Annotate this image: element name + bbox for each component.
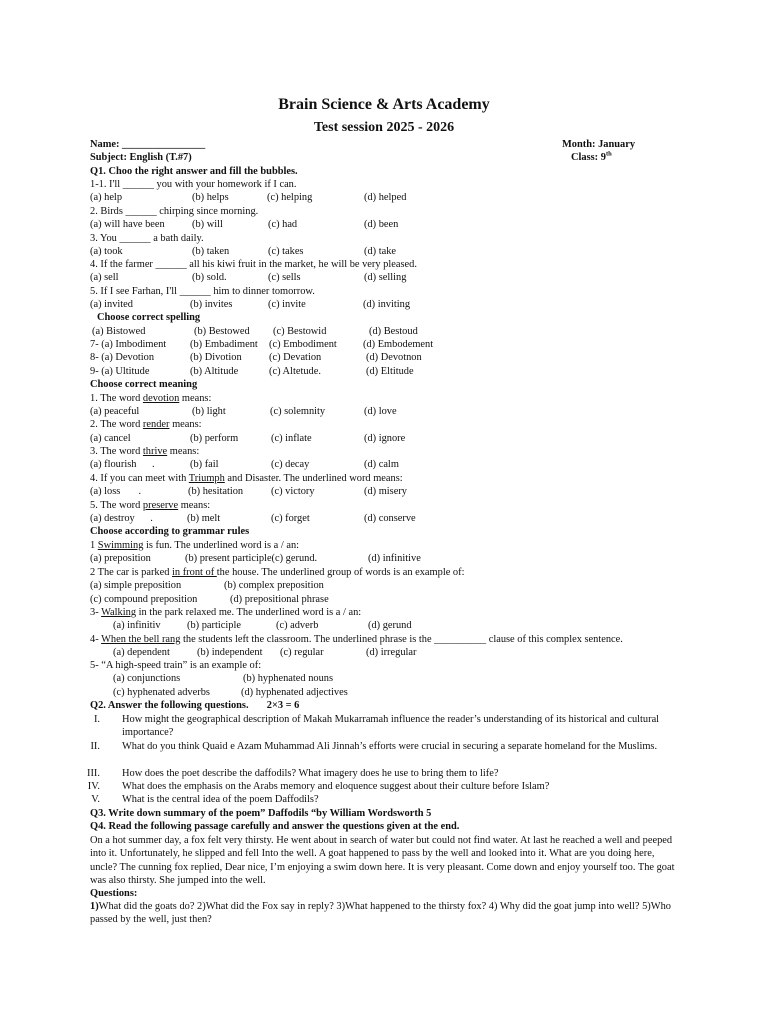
option: (c) Devation — [269, 352, 322, 363]
meaning-stem: 4. If you can meet with Triumph and Disaster. The underlined word means: — [90, 473, 403, 484]
option: (d) hyphenated adjectives — [241, 687, 348, 698]
meaning-stem: 3. The word thrive means: — [90, 446, 200, 457]
option: (c) victory — [271, 486, 315, 497]
option: (b) participle — [187, 620, 241, 631]
option: (c) takes — [268, 246, 304, 257]
option: (a) cancel — [90, 433, 131, 444]
grammar-stem: 1 Swimming is fun. The underlined word is a / an: — [90, 540, 300, 551]
option: (d) take — [364, 246, 397, 257]
option: (d) Devotnon — [366, 352, 422, 363]
passage: On a hot summer day, a fox felt very thirsty. He went about in search of water but could not find water. At last he reached a well and peeped into it. Unfortunately, he slipped and fell Into the well. A goat happened to pass by the well and looked into it. What are you doing here, uncle? The cunning fox replied, Dear nice, I’m enjoying a swim down here. It is very pleasant. Come down and enjoy yourself too. The goat was also thirsty. She jumped into the well. — [90, 835, 675, 887]
option: (c) Altetude. — [269, 366, 321, 377]
option: (c) Bestowid — [273, 326, 327, 337]
option: (b) complex preposition — [224, 580, 324, 591]
option: (d) prepositional phrase — [230, 594, 329, 605]
option: (b) helps — [192, 192, 229, 203]
grammar-stem: 4- When the bell rang the students left the classroom. The underlined phrase is the __________ clause of this complex sentence. — [90, 634, 623, 645]
option: (b) Altitude — [190, 366, 239, 377]
grammar-heading: Choose according to grammar rules — [90, 526, 250, 537]
option: (a) Bistowed — [92, 326, 146, 337]
question-text: What is the central idea of the poem Daffodils? — [122, 794, 319, 805]
option: (b) Divotion — [190, 352, 242, 363]
roman-numeral: II. — [90, 741, 100, 752]
option: (b) Bestowed — [194, 326, 250, 337]
q4-heading: Q4. Read the following passage carefully and answer the questions given at the end. — [90, 821, 460, 832]
option: (b) melt — [187, 513, 221, 524]
option: (b) present participle(c) gerund. — [185, 553, 318, 564]
option: (a) loss . — [90, 486, 142, 497]
name-field: Name: ________________ — [90, 139, 206, 150]
option: (c) decay — [271, 459, 310, 470]
option: (d) ignore — [364, 433, 406, 444]
grammar-stem: 3- Walking in the park relaxed me. The underlined word is a / an: — [90, 607, 362, 618]
option: (a) will have been — [90, 219, 165, 230]
option: 9- (a) Ultitude — [90, 366, 150, 377]
option: (c) invite — [268, 299, 306, 310]
option: (b) taken — [192, 246, 230, 257]
option: (d) inviting — [363, 299, 411, 310]
option: (c) compound preposition — [90, 594, 198, 605]
spelling-heading: Choose correct spelling — [97, 312, 201, 323]
option: (c) regular — [280, 647, 324, 658]
option: (b) light — [192, 406, 226, 417]
option: (b) hyphenated nouns — [243, 673, 334, 684]
option: 8- (a) Devotion — [90, 352, 155, 363]
month-label: Month: January — [562, 139, 636, 150]
q1-heading: Q1. Choo the right answer and fill the bubbles. — [90, 166, 298, 177]
option: (d) misery — [364, 486, 407, 497]
option: (d) selling — [364, 272, 407, 283]
passage-questions: 1)What did the goats do? 2)What did the Fox say in reply? 3)What happened to the thirsty fox? 4) Why did the goat jump into well? 5)Who passed by the well, just then? — [90, 901, 671, 926]
option: (a) took — [90, 246, 123, 257]
option: (a) simple preposition — [90, 580, 182, 591]
mcq-stem: 3. You ______ a bath daily. — [90, 233, 204, 244]
option: (c) sells — [268, 272, 301, 283]
option: (b) will — [192, 219, 223, 230]
roman-numeral: IV. — [87, 781, 100, 792]
option: (a) conjunctions — [113, 673, 181, 684]
option: (d) gerund — [368, 620, 412, 631]
option: (b) hesitation — [188, 486, 244, 497]
mcq-stem: 1-1. I'll ______ you with your homework if I can. — [90, 179, 297, 190]
roman-numeral: III. — [87, 768, 100, 779]
option: (b) perform — [190, 433, 239, 444]
option: (d) helped — [364, 192, 407, 203]
option: (a) destroy . — [90, 513, 153, 524]
option: (a) flourish . — [90, 459, 155, 470]
mcq-stem: 4. If the farmer ______ all his kiwi fruit in the market, he will be very pleased. — [90, 259, 417, 270]
option: (d) irregular — [366, 647, 417, 658]
meaning-stem: 1. The word devotion means: — [90, 393, 212, 404]
question-text: What do you think Quaid e Azam Muhammad Ali Jinnah’s efforts were crucial in securing a separate homeland for the Muslims. — [122, 741, 658, 752]
questions-label: Questions: — [90, 888, 138, 899]
option: (c) Embodiment — [269, 339, 337, 350]
question-text: How might the geographical description of Makah Mukarramah influence the reader’s understanding of its historical and cultural importance? — [122, 714, 660, 739]
option: (d) conserve — [364, 513, 416, 524]
grammar-stem: 2 The car is parked in front of the house. The underlined group of words is an example of: — [90, 567, 465, 578]
option: (c) hyphenated adverbs — [113, 687, 210, 698]
option: (b) fail — [190, 459, 219, 470]
mcq-stem: 5. If I see Farhan, I'll ______ him to dinner tomorrow. — [90, 286, 315, 297]
option: (a) help — [90, 192, 123, 203]
option: (b) Embadiment — [190, 339, 258, 350]
q3-heading: Q3. Write down summary of the poem” Daffodils “by William Wordsworth 5 — [90, 808, 432, 819]
option: (d) been — [364, 219, 399, 230]
subject-label: Subject: English (T.#7) — [90, 152, 192, 163]
meaning-heading: Choose correct meaning — [90, 379, 198, 390]
meaning-stem: 2. The word render means: — [90, 419, 202, 430]
option: (d) infinitive — [368, 553, 421, 564]
option: (b) invites — [190, 299, 233, 310]
option: 7- (a) Imbodiment — [90, 339, 167, 350]
roman-numeral: V. — [91, 794, 100, 805]
option: (a) preposition — [90, 553, 151, 564]
q2-heading: Q2. Answer the following questions. 2×3 = 6 — [90, 700, 300, 711]
school-title: Brain Science & Arts Academy — [278, 96, 490, 113]
option: (c) adverb — [276, 620, 319, 631]
option: (b) sold. — [192, 272, 227, 283]
option: (c) forget — [271, 513, 310, 524]
option: (c) solemnity — [270, 406, 326, 417]
option: (d) love — [364, 406, 397, 417]
option: (b) independent — [197, 647, 263, 658]
option: (d) Embodement — [363, 339, 434, 350]
option: (c) helping — [267, 192, 313, 203]
option: (a) infinitiv — [113, 620, 161, 631]
session-title: Test session 2025 - 2026 — [313, 120, 455, 135]
grammar-stem: 5- “A high-speed train” is an example of: — [90, 660, 262, 671]
option: (a) peaceful — [90, 406, 140, 417]
option: (d) calm — [364, 459, 399, 470]
mcq-stem: 2. Birds ______ chirping since morning. — [90, 206, 259, 217]
option: (d) Bestoud — [369, 326, 418, 337]
question-text: How does the poet describe the daffodils? What imagery does he use to bring them to life? — [122, 768, 499, 779]
meaning-stem: 5. The word preserve means: — [90, 500, 211, 511]
option: (a) invited — [90, 299, 133, 310]
option: (d) Eltitude — [366, 366, 414, 377]
option: (c) had — [268, 219, 298, 230]
class-label: Class: 9th — [571, 150, 612, 163]
option: (c) inflate — [271, 433, 312, 444]
option: (a) dependent — [113, 647, 170, 658]
question-text: What does the emphasis on the Arabs memory and eloquence suggest about their culture before Islam? — [122, 781, 550, 792]
roman-numeral: I. — [93, 714, 100, 725]
option: (a) sell — [90, 272, 119, 283]
